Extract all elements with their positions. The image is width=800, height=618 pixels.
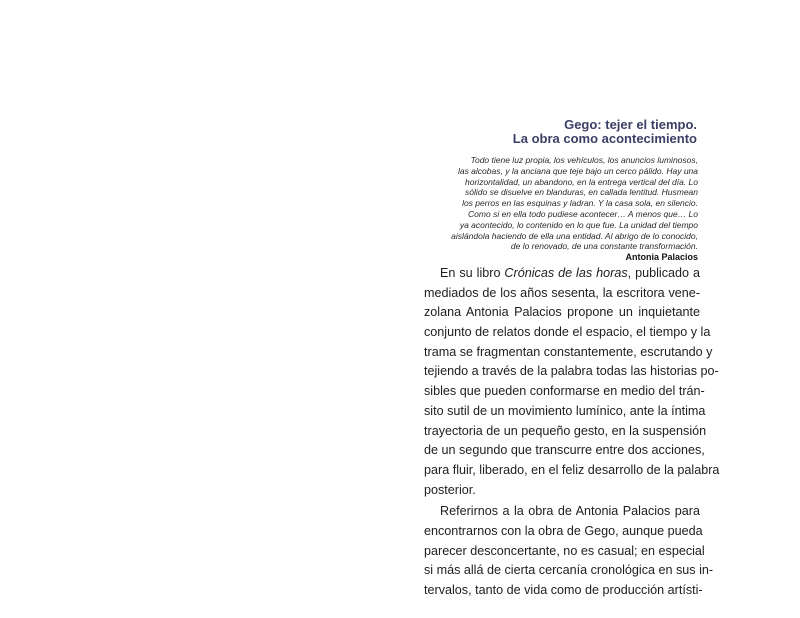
- body-line: para fluir, liberado, en el feliz desarrollo de la palabra: [424, 462, 720, 477]
- body-line: parecer desconcertante, no es casual; en especial: [424, 543, 705, 558]
- epigraph-line: sólido se disuelve en blanduras, en callada lentitud. Husmean: [465, 187, 698, 198]
- chapter-title-line-2: La obra como acontecimiento: [512, 131, 697, 146]
- body-text: [424, 264, 720, 601]
- body-line: trama se fragmentan constantemente, escrutando y: [424, 344, 713, 359]
- body-line: sibles que pueden conformarse en medio del trán-: [424, 384, 705, 399]
- chapter-title: [513, 118, 697, 146]
- body-line: sito sutil de un movimiento lumínico, ante la íntima: [424, 403, 706, 418]
- body-line: conjunto de relatos donde el espacio, el tiempo y la: [424, 325, 711, 340]
- body-line: posterior.: [424, 482, 476, 497]
- epigraph-line: los perros en las esquinas y ladran. Y la casa sola, en silencio.: [462, 198, 698, 209]
- body-line: zolana Antonia Palacios propone un inquietante: [424, 305, 700, 320]
- epigraph-line: aislándola haciendo de ella una entidad. Al abrigo de lo conocido,: [451, 230, 698, 241]
- body-line: Referirnos a la obra de Antonia Palacios para: [440, 504, 700, 519]
- body-text-run: En su libro: [440, 266, 505, 280]
- body-line: trayectoria de un pequeño gesto, en la suspensión: [424, 423, 707, 438]
- paragraph-2: [424, 502, 714, 600]
- epigraph-line: Todo tiene luz propia, los vehículos, los anuncios luminosos,: [470, 155, 698, 165]
- chapter-title-line-1: Gego: tejer el tiempo.: [564, 117, 697, 132]
- epigraph-author: Antonia Palacios: [625, 252, 698, 263]
- body-line: si más allá de cierta cercanía cronológica en sus in-: [424, 563, 714, 578]
- book-title: Crónicas de las horas: [504, 266, 628, 280]
- body-text-run: , publicado a: [627, 266, 700, 280]
- body-line: tejiendo a través de la palabra todas las historias po-: [424, 364, 719, 379]
- body-line: tervalos, tanto de vida como de producción artísti-: [424, 583, 703, 597]
- body-line: mediados de los años sesenta, la escritora vene-: [424, 285, 700, 300]
- epigraph-line: de lo renovado, de una constante transformación.: [510, 241, 698, 252]
- paragraph-1: [424, 264, 720, 500]
- epigraph-line: Como si en ella todo pudiese acontecer… A menos que… Lo: [468, 208, 698, 219]
- body-line: [424, 264, 700, 284]
- epigraph: [412, 155, 698, 263]
- body-line: de un segundo que transcurre entre dos acciones,: [424, 443, 705, 458]
- epigraph-line: las alcobas, y la anciana que teje bajo un cerco pálido. Hay una: [457, 165, 698, 176]
- epigraph-line: ya acontecido, lo contenido en lo que fue. La unidad del tiempo: [459, 219, 698, 230]
- body-line: encontrarnos con la obra de Gego, aunque pueda: [424, 523, 703, 538]
- epigraph-line: horizontalidad, un abandono, en la entrega vertical del día. Lo: [465, 176, 698, 187]
